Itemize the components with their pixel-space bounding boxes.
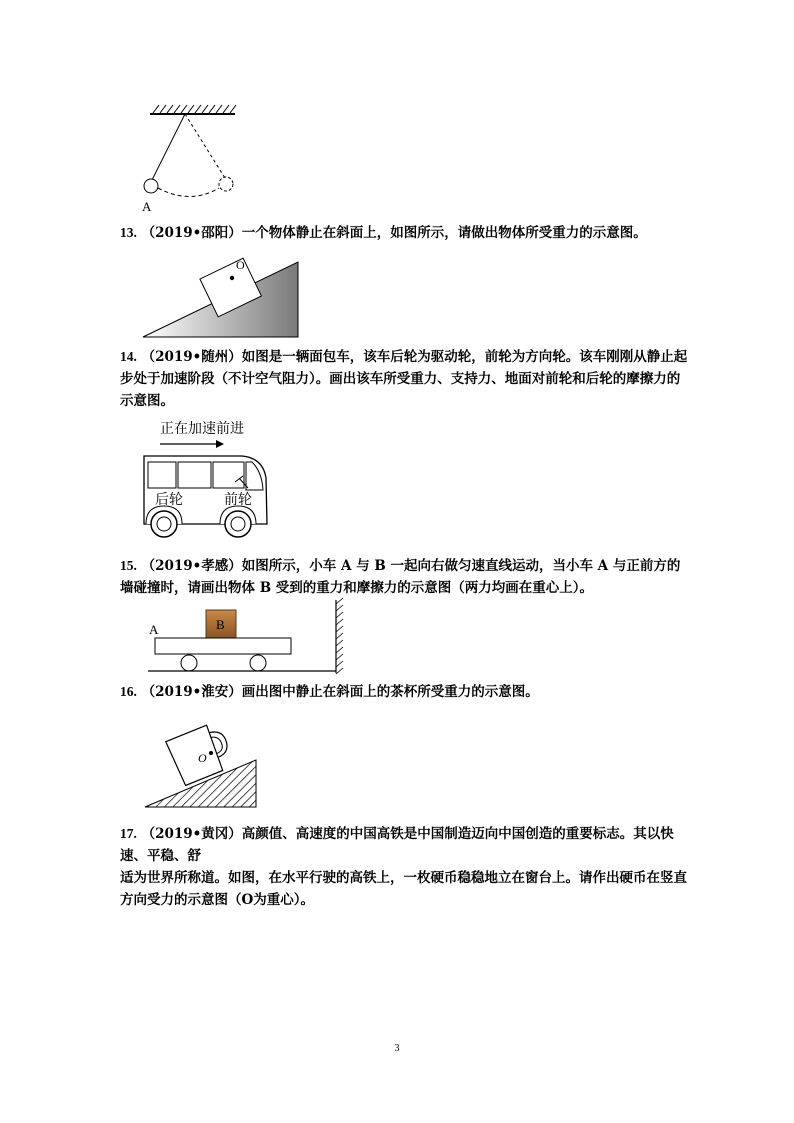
page-number: 3 bbox=[394, 1043, 400, 1054]
question-line-2: 适为世界所称道。如图，在水平行驶的高铁上，一枚硬币稳稳地立在窗台上。请作出硬币在竖直方向受力的示意图（O为重心）。 bbox=[120, 870, 687, 908]
cart-wall-figure bbox=[140, 598, 352, 676]
cart-label-a: A bbox=[149, 622, 159, 637]
question-17 bbox=[120, 823, 690, 911]
question-number: 13. bbox=[120, 225, 137, 240]
question-number: 15. bbox=[120, 558, 137, 573]
question-number: 14. bbox=[120, 349, 137, 364]
question-text: （2019•邵阳）一个物体静止在斜面上，如图所示，请做出物体所受重力的示意图。 bbox=[141, 225, 647, 241]
question-text: （2019•黄冈）高颜值、高速度的中国高铁是中国制造迈向中国创造的重要标志。其以快速、平稳、舒 bbox=[120, 826, 674, 864]
front-wheel-label: 前轮 bbox=[224, 492, 252, 508]
question-15 bbox=[120, 555, 690, 599]
question-14 bbox=[120, 346, 690, 412]
question-13 bbox=[120, 222, 690, 244]
question-text: （2019•淮安）画出图中静止在斜面上的茶杯所受重力的示意图。 bbox=[141, 684, 539, 700]
question-number: 17. bbox=[120, 826, 137, 841]
pendulum-figure bbox=[135, 100, 255, 215]
van-caption: 正在加速前进 bbox=[160, 421, 244, 437]
question-number: 16. bbox=[120, 684, 137, 699]
rear-wheel-label: 后轮 bbox=[155, 492, 183, 508]
question-text: （2019•随州）如图是一辆面包车，该车后轮为驱动轮，前轮为方向轮。该车刚刚从静止起步处于加速阶段（不计空气阻力）。画出该车所受重力、支持力、地面对前轮和后轮的摩擦力的示意图。 bbox=[120, 349, 688, 409]
question-16 bbox=[120, 681, 690, 703]
block-label-b: B bbox=[216, 617, 225, 632]
question-line-1 bbox=[120, 823, 690, 867]
incline-block-figure bbox=[140, 250, 305, 342]
question-text: （2019•孝感）如图所示，小车 A 与 B 一起向右做匀速直线运动，当小车 A 与正前方的墙碰撞时，请画出物体 B 受到的重力和摩擦力的示意图（两力均画在重心上）。 bbox=[120, 558, 681, 596]
cup-label-o: O bbox=[198, 751, 207, 765]
pendulum-label-a: A bbox=[142, 199, 152, 214]
van-figure bbox=[138, 432, 273, 537]
incline-block-label-o: O bbox=[236, 258, 245, 272]
